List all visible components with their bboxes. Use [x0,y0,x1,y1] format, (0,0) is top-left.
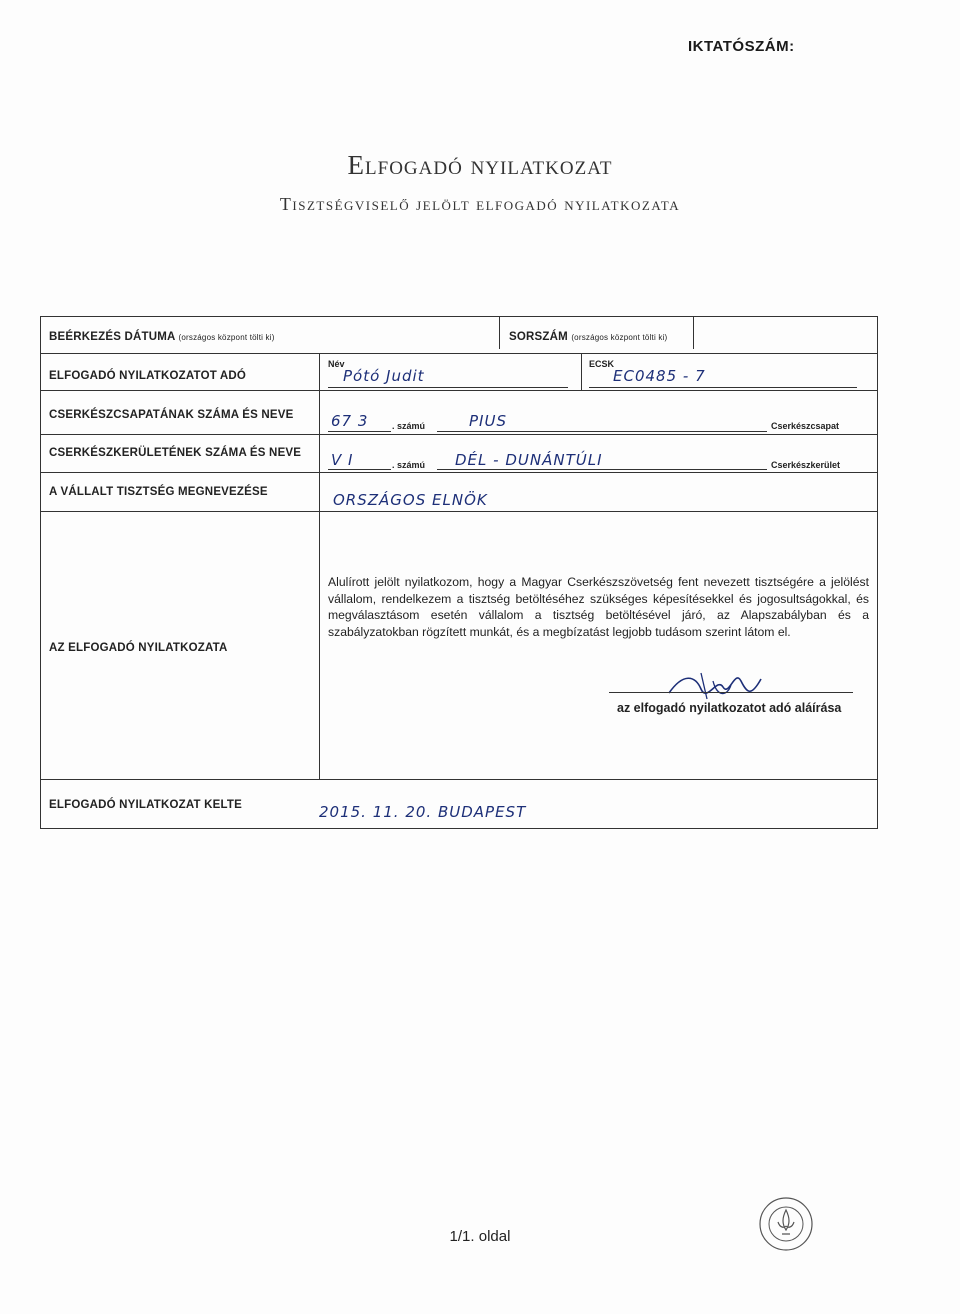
district-unit-label: Cserkészkerület [771,460,841,470]
page-number: 1/1. oldal [449,1228,511,1245]
ecsk-label: ECSK [589,359,615,369]
position-value[interactable]: ORSZÁGOS ELNÖK [333,491,488,509]
signature-caption: az elfogadó nyilatkozatot adó aláírása [617,701,842,715]
declarant-label: ELFOGADÓ NYILATKOZATOT ADÓ [49,370,247,382]
troop-label: CSERKÉSZCSAPATÁNAK SZÁMA ÉS NEVE [49,409,294,421]
ecsk-value[interactable]: EC0485 - 7 [613,367,706,385]
signature-line[interactable] [609,692,853,693]
troop-name[interactable]: PIUS [469,412,507,430]
district-label: CSERKÉSZKERÜLETÉNEK SZÁMA ÉS NEVE [49,447,302,459]
signature-icon [661,667,771,703]
registration-number-label: IKTATÓSZÁM: [688,38,795,55]
statement-text: Alulírott jelölt nyilatkozom, hogy a Magyar Cserkészszövetség fent nevezett tisztségére a jelölést vállalom, rendelkezem a tisztség betöltéséhez szükséges képesítésekkel és jogosultságokkal, és megválasztásom esetén vállalom a tisztség betöltésével járó, az Alapszabályban és a szabályzatokban rögzített munkát, és a megbízatást legjobb tudásom szerint látom el. [328,575,869,639]
district-number-suffix: . számú [392,460,426,470]
date-label: ELFOGADÓ NYILATKOZAT KELTE [49,799,243,811]
serial-number-label: SORSZÁM (országos központ tölti ki) [509,331,668,343]
magyar-cserkeszszovetseg-seal-icon [758,1196,814,1252]
troop-number[interactable]: 67 3 [331,412,369,430]
document-subtitle: Tisztségviselő jelölt elfogadó nyilatkozata [279,194,681,214]
name-value[interactable]: Pótó Judit [343,367,425,385]
position-label: A VÁLLALT TISZTSÉG MEGNEVEZÉSE [49,486,268,498]
statement-label: AZ ELFOGADÓ NYILATKOZATA [49,642,228,654]
document-title: Elfogadó nyilatkozat [347,150,613,180]
declaration-form [40,316,878,829]
arrival-date-label: BEÉRKEZÉS DÁTUMA (országos központ tölti ki) [49,331,275,343]
troop-number-suffix: . számú [392,421,426,431]
troop-unit-label: Cserkészcsapat [771,421,840,431]
date-value[interactable]: 2015. 11. 20. BUDAPEST [319,803,527,821]
district-number[interactable]: V I [331,451,354,469]
district-name[interactable]: DÉL - DUNÁNTÚLI [455,451,603,469]
name-label: Név [328,359,345,369]
